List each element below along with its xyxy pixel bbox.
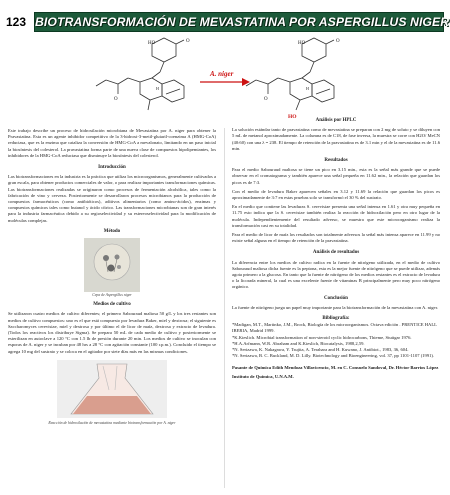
label-ho-right: HO bbox=[298, 41, 306, 46]
right-column bbox=[232, 118, 440, 380]
label-ho-new: HO bbox=[288, 114, 297, 120]
bibliography-list bbox=[232, 322, 440, 359]
left-column bbox=[8, 128, 216, 426]
resultados-p3: En el medio que contiene las levaduras S. cerevisiae presenta una señal intensa en 1.61 y otra muy pequeña en 11.75 esto indica que la S. cerevisiae también realiza la reacción de hidroxilación pero en otro lugar de la molécula. Independientemente del resultado adverso, se muestra que este microorganismo realiza la transformación casi en su totalidad. bbox=[232, 204, 440, 228]
flask-caption: Reacción de hidroxilación de mevastatina mediante biotransformación por A. niger bbox=[48, 420, 176, 425]
hplc-body: La solución estándar tanto de pravastatina como de mevastatina se preparan con 2 mg de soluto y se diluyen con 5 mL de metanol aproximadamente. La columna es de C18, de fase inversa, la muestra se corre con H2O/ MeCN (40:60) con una λ = 238. El tiempo de retención de la pravastatina es de 3.1 min y el de la mevastatina es de 11.6 min. bbox=[232, 127, 440, 151]
heading-bibliografia: Bibliografía: bbox=[322, 316, 350, 322]
heading-medios: Medios de cultivo bbox=[93, 302, 131, 308]
flask-figure bbox=[57, 360, 167, 418]
fungus-caption: Cepa de Aspergillus niger bbox=[92, 293, 132, 298]
page-number: 123 bbox=[6, 15, 27, 29]
analisis-body: La diferencia entre los medios de cultivo radica en la fuente de nitrógeno utilizada, en el medio de cultivo Sabouraud maltosa dicha fuente es la peptona, esta es la mejor fuente de nitrógeno que se puede utilizar, además agota primero a la glucosa. En tanto que la fuente de nitrógeno de los medios restantes es el extracto de levadura o la licorada mineral, la cual es una excelente fuente de vitaminas B principalmente pero muy poco nitrógeno orgánico. bbox=[232, 259, 440, 290]
label-o-right: O bbox=[336, 39, 340, 44]
heading-hplc: Análisis por HPLC bbox=[315, 118, 357, 123]
label-h-left: H bbox=[156, 86, 159, 91]
title-banner bbox=[34, 12, 450, 32]
pravastatin-structure bbox=[246, 38, 334, 110]
heading-metodo: Método bbox=[103, 228, 121, 234]
heading-analisis: Análisis de resultados bbox=[312, 250, 360, 256]
fungus-photo bbox=[84, 238, 140, 292]
heading-introduccion: Introducción bbox=[98, 165, 126, 171]
flask-graphic bbox=[57, 360, 167, 418]
reagent-label: A. niger bbox=[210, 70, 234, 78]
resultados-p4: Para el medio de licor de maíz los resultados son totalmente adversos la señal más intensa aparece en 11.99 y no existe señal alguna en el tiempo de retención de la pravastatina. bbox=[232, 232, 440, 244]
page-title: BIOTRANSFORMACIÓN DE MEVASTATINA POR ASPERGILLUS NIGER bbox=[35, 15, 450, 29]
column-divider bbox=[224, 128, 225, 488]
label-o-left: O bbox=[186, 39, 190, 44]
medios-body: Se utilizaron cuatro medios de cultivo diferentes; el primero Sabouraud maltosa 50 g/L y los tres restantes son medios de cultivo compuestos: uno es el que está compuesto por levadura Baker, miel y dextrosa; el siguiente es Saccharomyces cerevisiae, miel y dextrosa y por último el de licor de maíz, dextrosa y extracto de levadura. (Todos los reactivos los distribuye Sigma). Se prepara 50 mL de cada medio de cultivo y posteriormente se esterilizan en autoclave a 120 °C con 1.5 lb de presión durante 20 min. Los medios de cultivo se inoculan con esporas de A. niger y se incuban por 48 hrs a 28 °C con agitación constante (100 r.p.m.). Concluido el tiempo se agrega 10 mg del sustrato y se coloca en el agitador por siete días más en las mismas condiciones. bbox=[8, 311, 216, 354]
heading-conclusion: Conclusión bbox=[324, 295, 348, 301]
bib-item: *N. Serizawa, K. Nakagawa, Y. Tsujita, A. Terahara and H. Kuwano, J. Antibiot., 1983, 36, 604. bbox=[232, 347, 409, 353]
intro-paragraph: Este trabajo describe un proceso de hidroxilación microbiana de Mevastatina por A. niger para obtener la Pravastatina. Esta es un agente inhibidor competitivo de la 3-hidroxi-3-metil-glutaril-coenzima A (HMG-CoA) reductasa, que es la enzima que cataliza la conversión de HMG-CoA a mevalonato, limitando en un paso inicial la biosíntesis del colesterol. La pravastatina forma parte de una nueva clase de compuestos hipolipemiantes, los inhibidores de la HMG-CoA reductasa que disminuye la biosíntesis del colesterol. bbox=[8, 128, 216, 158]
bib-item: *K.Kieslich. Microbial transformation of non-steroid cyclic hidrocarbons, Thieme, Stuttgar 1976. bbox=[232, 334, 412, 340]
institution: Instituto de Química, U.N.A.M. bbox=[232, 373, 294, 379]
bib-item: *H.A.Arfmann, W.R. Abraham and K.Kieslich, Biocatalysis, 1988,2,59. bbox=[232, 340, 365, 346]
resultados-p1: Para el medio Sabouraud maltosa se tiene un pico en 3.15 min., esta es la señal más grande que se puede observar en el cromatograma y también aparece una señal pequeña en 11.62 min., la relación que guardan los picos es de 7:3. bbox=[232, 167, 440, 185]
reaction-scheme bbox=[30, 34, 440, 126]
fungus-photo-graphic bbox=[84, 238, 140, 292]
conclusion-body: La fuente de nitrógeno juega un papel muy importante para la biotransformación de la mevastatina con A. niger. bbox=[232, 304, 439, 310]
bib-item: *N. Serizawa, B. C. Buckland, M. D. Lilly. Biotechnology and Bioengineering, vol. 37, pp 1101-1107 (1991). bbox=[232, 353, 435, 359]
mevastatin-structure bbox=[96, 38, 184, 110]
heading-resultados: Resultados bbox=[324, 158, 348, 164]
reaction-arrowhead bbox=[242, 78, 250, 86]
label-o-ester-right: O bbox=[264, 97, 268, 102]
label-h-right: H bbox=[306, 86, 309, 91]
bib-item: *Madigan, M.T., Martinko, J.M., Brock, Biología de los microorganismos. Octava edición . PRENTICE HALL IBERIA, Madrid 1999. bbox=[232, 322, 437, 334]
label-o-ester: O bbox=[114, 97, 118, 102]
label-ho-left: HO bbox=[148, 41, 156, 46]
authors: Pasante de Química Edith Mendoza Villavicencio, M. en C. Consuelo Sandoval, Dr. Héctor Barrios López bbox=[232, 364, 439, 370]
resultados-p2: Con el medio de levadura Baker aparecen señales en 3.12 y 11.69 la relación que guardan los picos es aproximadamente de 3:7 en estas pruebas solo se transformó el 30 % del sustrato. bbox=[232, 188, 440, 201]
intro-body: Las biotransformaciones en la industria es la práctica que utiliza los microorganismos, generalmente cultivados a gran escala, para obtener productos comerciales de valor, o para realizar importantes transformaciones químicas. Las biotransformaciones realizadas se originaron como procesos de fermentación alcohólica, tales como la fabricación de vino y cerveza. Posteriormente se desarrollaron procesos microbianos para la producción de compuestos farmacéuticos (como antibióticos), aditivos alimentarios (como amino-ácidos), enzimas y compuestos químicos tales como butanol y ácido cítrico. Las transformaciones microbianas son de gran interés para la industria farmacéutica debido a su regioselectividad y su estereoselectividad para la modificación de moléculas complejas. bbox=[8, 174, 216, 223]
